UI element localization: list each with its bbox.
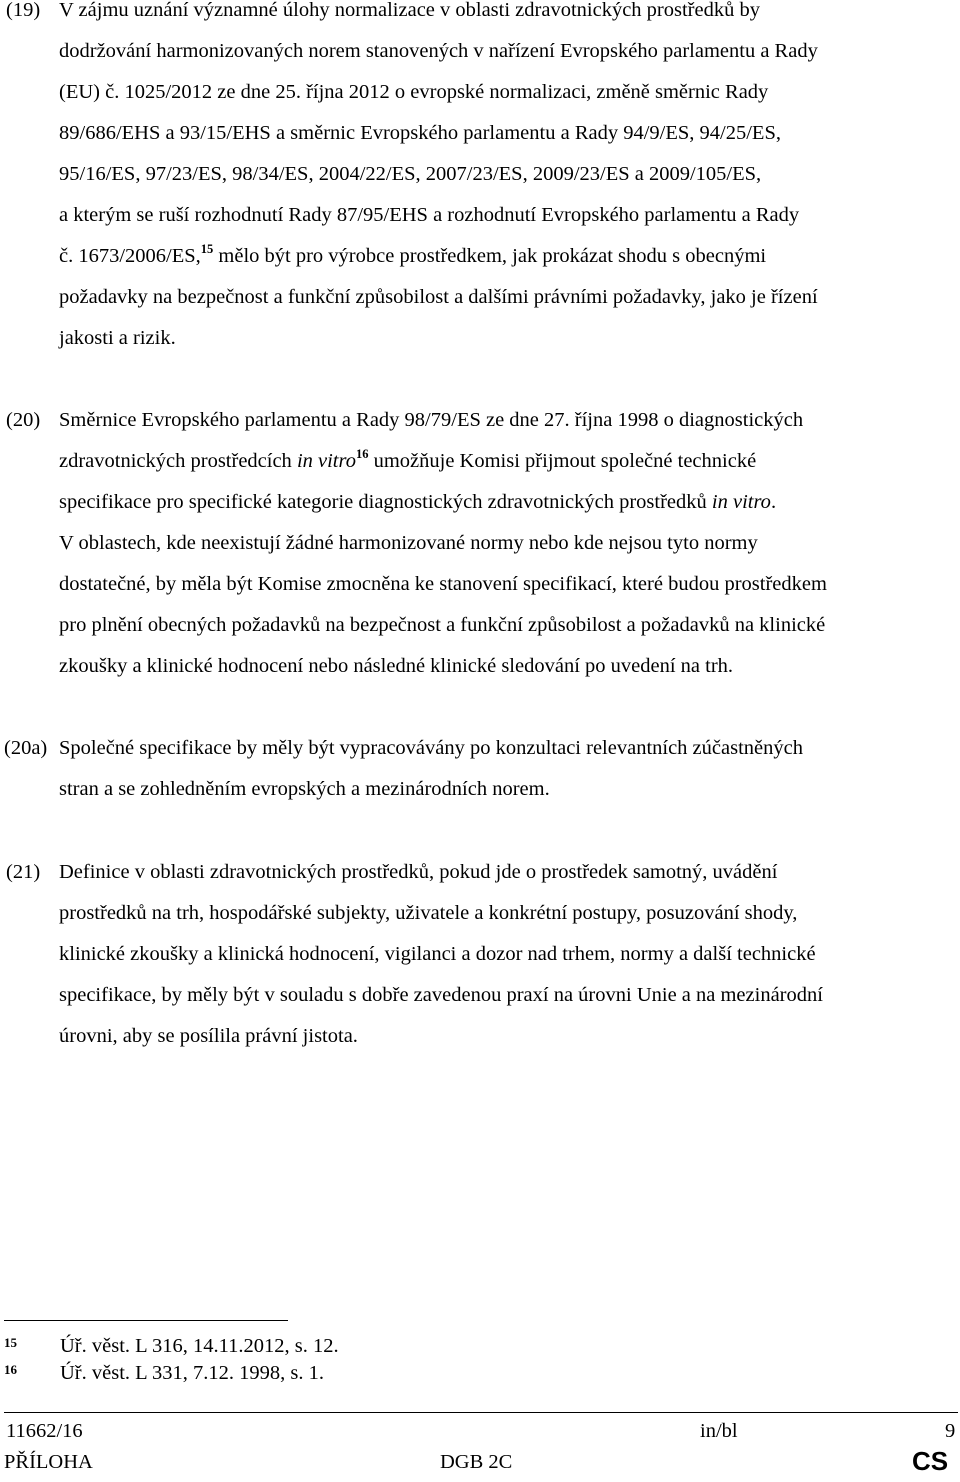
- text-line: [59, 523, 955, 564]
- italic-term: in vitro: [296, 450, 356, 472]
- footnote-number: 15: [4, 1335, 17, 1350]
- paragraph-number: (19): [6, 0, 41, 21]
- text-run: umožňuje Komisi přijmout společné technické: [368, 450, 757, 472]
- paragraph-number: (20): [6, 409, 41, 431]
- text-run: dodržování harmonizovaných norem stanovených v nařízení Evropského parlamentu a Rady: [59, 40, 818, 62]
- footer-separator: [4, 1412, 958, 1413]
- text-run: zkoušky a klinické hodnocení nebo následné klinické sledování po uvedení na trh.: [59, 655, 734, 677]
- paragraph-text: [59, 400, 955, 687]
- text-line: [59, 934, 955, 975]
- text-run: V oblastech, kde neexistují žádné harmonizované normy nebo kde nejsou tyto normy: [59, 532, 758, 554]
- text-run: stran a se zohledněním evropských a mezinárodních norem.: [59, 778, 550, 800]
- paragraph-text: [59, 0, 955, 359]
- text-run: Definice v oblasti zdravotnických prostředků, pokud jde o prostředek samotný, uvádění: [59, 861, 778, 883]
- text-line: [59, 441, 955, 482]
- footnote-separator: [4, 1320, 288, 1321]
- text-run: a kterým se ruší rozhodnutí Rady 87/95/EHS a rozhodnutí Evropského parlamentu a Rady: [59, 204, 800, 226]
- paragraph-number: (20a): [4, 737, 48, 759]
- text-run: jakosti a rizik.: [59, 327, 176, 349]
- text-run: pro plnění obecných požadavků na bezpečnost a funkční způsobilost a požadavků na klinické: [59, 614, 826, 636]
- text-line: [59, 728, 955, 769]
- text-run: zdravotnických prostředcích: [59, 450, 297, 472]
- text-line: [59, 195, 955, 236]
- footnote-number: 16: [4, 1362, 17, 1377]
- text-line: [59, 277, 955, 318]
- text-line: [59, 72, 955, 113]
- language-code: CS: [912, 1446, 949, 1476]
- text-run: V zájmu uznání významné úlohy normalizace v oblasti zdravotnických prostředků by: [59, 0, 760, 21]
- text-run: (EU) č. 1025/2012 ze dne 25. října 2012 o evropské normalizaci, změně směrnic Rady: [59, 81, 769, 103]
- page-number: 9: [945, 1420, 956, 1442]
- text-line: [59, 400, 955, 441]
- annex-label: PŘÍLOHA: [4, 1451, 93, 1473]
- text-run: úrovni, aby se posílila právní jistota.: [59, 1025, 358, 1047]
- text-line: [59, 154, 955, 195]
- footnote-reference: 15: [200, 242, 214, 256]
- italic-term: in vitro: [711, 491, 771, 513]
- text-run: 89/686/EHS a 93/15/EHS a směrnic Evropského parlamentu a Rady 94/9/ES, 94/25/ES,: [59, 122, 781, 144]
- initials: in/bl: [700, 1420, 738, 1442]
- text-run: č. 1673/2006/ES,: [59, 245, 201, 267]
- text-run: specifikace pro specifické kategorie diagnostických zdravotnických prostředků: [59, 491, 712, 513]
- text-line: [59, 975, 955, 1016]
- text-run: klinické zkoušky a klinická hodnocení, vigilanci a dozor nad trhem, normy a další technické: [59, 943, 816, 965]
- footnote-text: Úř. věst. L 331, 7.12. 1998, s. 1.: [60, 1362, 325, 1384]
- text-line: [59, 318, 955, 359]
- text-line: [59, 646, 955, 687]
- paragraph-text: [59, 852, 955, 1057]
- text-line: [59, 236, 955, 277]
- text-line: [59, 893, 955, 934]
- paragraph-number: (21): [6, 861, 41, 883]
- text-line: [59, 482, 955, 523]
- department-code: DGB 2C: [440, 1451, 513, 1473]
- footnote-16: [0, 1362, 600, 1392]
- text-line: [59, 0, 955, 31]
- text-run: mělo být pro výrobce prostředkem, jak prokázat shodu s obecnými: [213, 245, 767, 267]
- doc-number: 11662/16: [6, 1420, 83, 1442]
- text-run: Společné specifikace by měly být vypracovávány po konzultaci relevantních zúčastněných: [59, 737, 803, 759]
- text-run: .: [770, 491, 777, 513]
- text-run: prostředků na trh, hospodářské subjekty, uživatele a konkrétní postupy, posuzování shody,: [59, 902, 798, 924]
- footnote-reference: 16: [355, 447, 369, 461]
- text-line: [59, 1016, 955, 1057]
- text-line: [59, 852, 955, 893]
- footnote-15: [0, 1335, 600, 1365]
- text-run: dostatečné, by měla být Komise zmocněna ke stanovení specifikací, které budou prostředkem: [59, 573, 827, 595]
- text-run: požadavky na bezpečnost a funkční způsobilost a dalšími právními požadavky, jako je řízení: [59, 286, 818, 308]
- text-run: Směrnice Evropského parlamentu a Rady 98/79/ES ze dne 27. října 1998 o diagnostických: [59, 409, 804, 431]
- text-line: [59, 564, 955, 605]
- text-run: 95/16/ES, 97/23/ES, 98/34/ES, 2004/22/ES, 2007/23/ES, 2009/23/ES a 2009/105/ES,: [59, 163, 762, 185]
- text-line: [59, 31, 955, 72]
- text-line: [59, 769, 955, 810]
- text-line: [59, 113, 955, 154]
- text-line: [59, 605, 955, 646]
- text-run: specifikace, by měly být v souladu s dobře zavedenou praxí na úrovni Unie a na mezinárodní: [59, 984, 823, 1006]
- paragraph-text: [59, 728, 955, 810]
- footnote-text: Úř. věst. L 316, 14.11.2012, s. 12.: [60, 1335, 339, 1357]
